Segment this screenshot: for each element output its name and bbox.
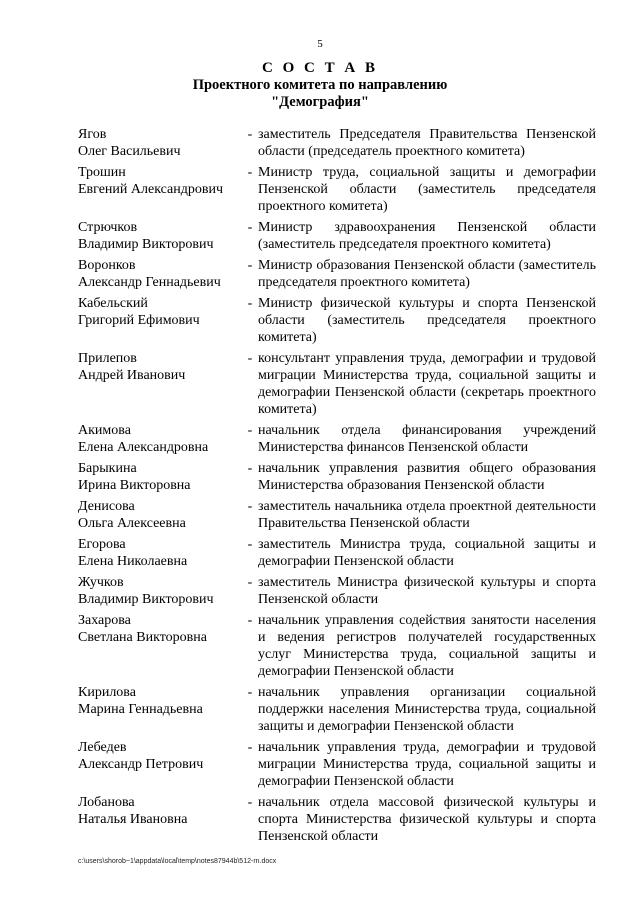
member-role: Министр здравоохранения Пензенской области (заместитель председателя проектного комитета) (258, 220, 596, 252)
member-given-name: Александр Петрович (78, 757, 204, 772)
member-given-name: Григорий Ефимович (78, 313, 200, 328)
member-row (78, 164, 596, 215)
member-surname: Лобанова (78, 795, 135, 810)
member-separator: - (247, 165, 253, 180)
member-separator: - (247, 127, 253, 142)
member-name (78, 126, 243, 160)
member-given-name: Марина Геннадьевна (78, 702, 203, 717)
title-line-2: "Демография" (271, 94, 369, 110)
member-name (78, 460, 243, 494)
members-list (78, 126, 596, 849)
member-separator: - (247, 575, 253, 590)
member-separator: - (247, 220, 253, 235)
member-role: начальник отдела массовой физической культуры и спорта Министерства физической культуры и спорта Пензенской области (258, 795, 596, 844)
document-title (0, 60, 640, 111)
member-row (78, 350, 596, 418)
member-surname: Денисова (78, 499, 135, 514)
member-role: Министр образования Пензенской области (заместитель председателя проектного комитета) (258, 258, 596, 290)
member-role: заместитель Министра труда, социальной защиты и демографии Пензенской области (258, 537, 596, 569)
member-given-name: Светлана Викторовна (78, 630, 207, 645)
member-surname: Барыкина (78, 461, 137, 476)
member-surname: Стрючков (78, 220, 138, 235)
member-name (78, 350, 243, 384)
member-name (78, 739, 243, 773)
member-role: заместитель Председателя Правительства Пензенской области (председатель проектного комитета) (258, 127, 596, 159)
member-given-name: Елена Николаевна (78, 554, 188, 569)
member-separator: - (247, 258, 253, 273)
member-separator: - (247, 499, 253, 514)
member-name (78, 684, 243, 718)
member-separator: - (247, 461, 253, 476)
member-row (78, 460, 596, 494)
member-row (78, 219, 596, 253)
member-given-name: Владимир Викторович (78, 237, 214, 252)
member-row (78, 794, 596, 845)
member-given-name: Евгений Александрович (78, 182, 224, 197)
member-row (78, 126, 596, 160)
member-name (78, 219, 243, 253)
member-name (78, 794, 243, 828)
member-given-name: Ольга Алексеевна (78, 516, 186, 531)
member-role: начальник отдела финансирования учреждений Министерства финансов Пензенской области (258, 423, 596, 455)
member-role: Министр труда, социальной защиты и демографии Пензенской области (заместитель председателя проектного комитета) (258, 165, 596, 214)
member-name (78, 612, 243, 646)
footer-file-path: c:\users\shorob~1\appdata\local\temp\notes87944b\512-rn.docx (78, 858, 277, 865)
member-surname: Захарова (78, 613, 131, 628)
member-separator: - (247, 613, 253, 628)
member-row (78, 612, 596, 680)
member-surname: Воронков (78, 258, 136, 273)
member-row (78, 574, 596, 608)
member-name (78, 536, 243, 570)
member-surname: Жучков (78, 575, 124, 590)
member-row (78, 498, 596, 532)
member-surname: Кабельский (78, 296, 148, 311)
member-role: начальник управления труда, демографии и трудовой миграции Министерства труда, социальной защиты и демографии Пензенской области (258, 740, 596, 789)
member-role: Министр физической культуры и спорта Пензенской области (заместитель председателя проектного комитета) (258, 296, 596, 345)
member-separator: - (247, 740, 253, 755)
member-row (78, 422, 596, 456)
member-surname: Ягов (78, 127, 107, 142)
member-separator: - (247, 423, 253, 438)
member-surname: Прилепов (78, 351, 137, 366)
member-name (78, 295, 243, 329)
member-row (78, 295, 596, 346)
title-line-1: Проектного комитета по направлению (192, 77, 448, 93)
title-main: С О С Т А В (262, 60, 378, 76)
member-separator: - (247, 685, 253, 700)
member-given-name: Олег Васильевич (78, 144, 181, 159)
member-surname: Егорова (78, 537, 126, 552)
member-role: начальник управления организации социальной поддержки населения Министерства труда, социальной защиты и демографии Пензенской области (258, 685, 596, 734)
member-surname: Трошин (78, 165, 126, 180)
member-surname: Акимова (78, 423, 131, 438)
member-row (78, 536, 596, 570)
member-role: начальник управления развития общего образования Министерства образования Пензенской области (258, 461, 596, 493)
member-separator: - (247, 795, 253, 810)
member-row (78, 684, 596, 735)
member-given-name: Ирина Викторовна (78, 478, 191, 493)
member-given-name: Александр Геннадьевич (78, 275, 221, 290)
page-number: 5 (317, 38, 323, 50)
member-name (78, 257, 243, 291)
member-name (78, 164, 243, 198)
member-name (78, 574, 243, 608)
member-given-name: Владимир Викторович (78, 592, 214, 607)
member-separator: - (247, 351, 253, 366)
member-role: заместитель начальника отдела проектной деятельности Правительства Пензенской области (258, 499, 596, 531)
member-row (78, 739, 596, 790)
member-row (78, 257, 596, 291)
member-role: заместитель Министра физической культуры и спорта Пензенской области (258, 575, 596, 607)
member-surname: Кирилова (78, 685, 136, 700)
member-role: начальник управления содействия занятости населения и ведения регистров получателей государственных услуг Министерства труда, социальной защиты и демографии Пензенской области (258, 613, 596, 679)
member-separator: - (247, 296, 253, 311)
member-name (78, 498, 243, 532)
member-given-name: Андрей Иванович (78, 368, 186, 383)
member-given-name: Елена Александровна (78, 440, 209, 455)
member-role: консультант управления труда, демографии и трудовой миграции Министерства труда, социальной защиты и демографии Пензенской области (секретарь проектного комитета) (258, 351, 596, 417)
member-given-name: Наталья Ивановна (78, 812, 188, 827)
member-surname: Лебедев (78, 740, 127, 755)
member-name (78, 422, 243, 456)
member-separator: - (247, 537, 253, 552)
